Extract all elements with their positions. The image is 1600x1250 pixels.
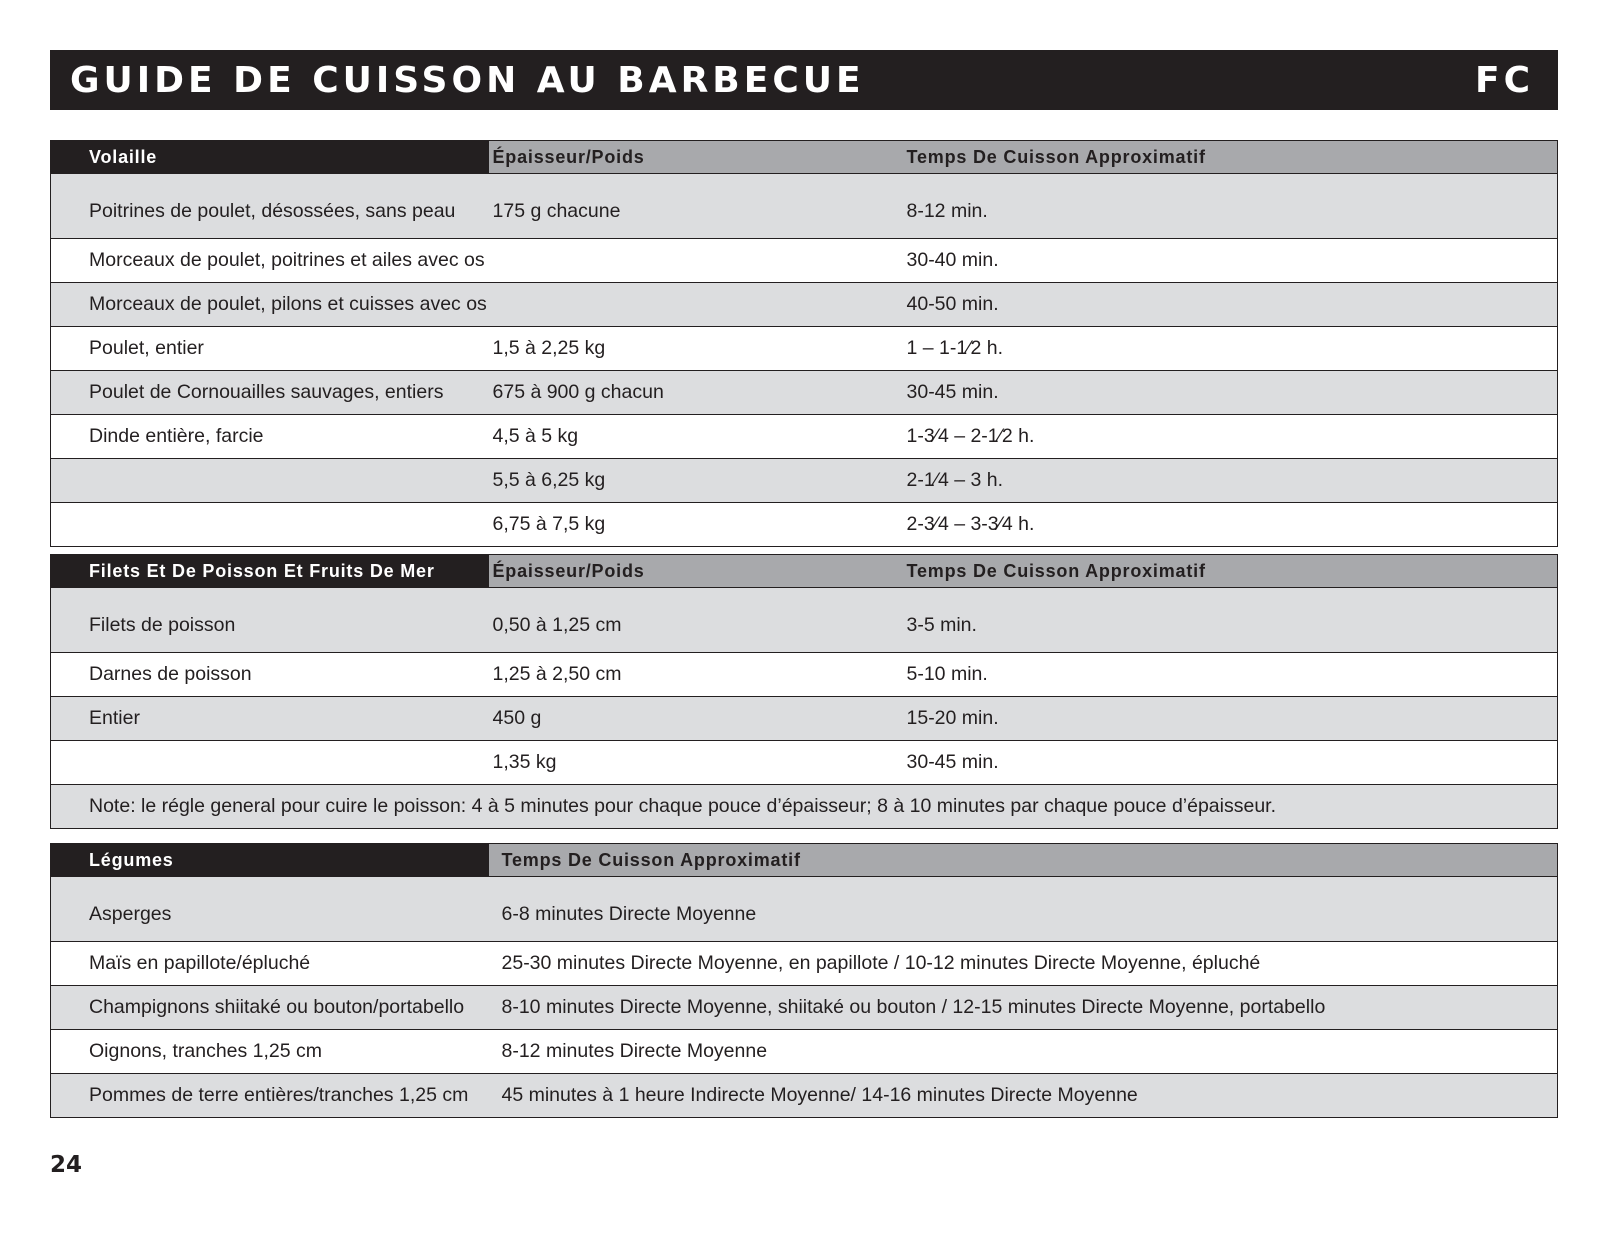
- column-header-thickness: Épaisseur/Poids: [489, 555, 904, 588]
- table-row: [51, 415, 1558, 459]
- food-cell: Morceaux de poulet, poitrines et ailes avec os: [51, 239, 489, 283]
- food-cell: [51, 741, 489, 785]
- vegetables-table: [50, 843, 1558, 1118]
- time-cell: 5-10 min.: [904, 653, 1558, 697]
- food-cell: Asperges: [51, 877, 489, 942]
- page-number: 24: [50, 1152, 83, 1178]
- table-row: [51, 986, 1558, 1030]
- food-cell: Filets de poisson: [51, 588, 489, 653]
- column-header-thickness: Épaisseur/Poids: [489, 141, 904, 174]
- thickness-cell: 1,5 à 2,25 kg: [489, 327, 904, 371]
- thickness-cell: 4,5 à 5 kg: [489, 415, 904, 459]
- column-header-time: Temps De Cuisson Approximatif: [904, 141, 1558, 174]
- thickness-cell: [489, 283, 904, 327]
- column-header-food: Volaille: [51, 141, 489, 174]
- table-row: [51, 1074, 1558, 1118]
- time-cell: 30-45 min.: [904, 371, 1558, 415]
- time-cell: 45 minutes à 1 heure Indirecte Moyenne/ 14-16 minutes Directe Moyenne: [489, 1074, 1558, 1118]
- table-row: [51, 653, 1558, 697]
- time-cell: 8-12 minutes Directe Moyenne: [489, 1030, 1558, 1074]
- thickness-cell: 1,35 kg: [489, 741, 904, 785]
- thickness-cell: [489, 239, 904, 283]
- food-cell: Pommes de terre entières/tranches 1,25 cm: [51, 1074, 489, 1118]
- thickness-cell: 675 à 900 g chacun: [489, 371, 904, 415]
- table-row: [51, 327, 1558, 371]
- time-cell: 15-20 min.: [904, 697, 1558, 741]
- thickness-cell: 0,50 à 1,25 cm: [489, 588, 904, 653]
- table-row: [51, 503, 1558, 547]
- time-cell: 25-30 minutes Directe Moyenne, en papillote / 10-12 minutes Directe Moyenne, épluché: [489, 942, 1558, 986]
- time-cell: 2-1⁄4 – 3 h.: [904, 459, 1558, 503]
- food-cell: Oignons, tranches 1,25 cm: [51, 1030, 489, 1074]
- table-row: [51, 942, 1558, 986]
- column-header-food: Filets Et De Poisson Et Fruits De Mer: [51, 555, 489, 588]
- table-header-row: [51, 555, 1558, 588]
- time-cell: 8-10 minutes Directe Moyenne, shiitaké ou bouton / 12-15 minutes Directe Moyenne, portabello: [489, 986, 1558, 1030]
- column-header-time: Temps De Cuisson Approximatif: [489, 844, 1558, 877]
- food-cell: [51, 459, 489, 503]
- table-row: [51, 1030, 1558, 1074]
- thickness-cell: 1,25 à 2,50 cm: [489, 653, 904, 697]
- thickness-cell: 6,75 à 7,5 kg: [489, 503, 904, 547]
- food-cell: Darnes de poisson: [51, 653, 489, 697]
- food-cell: Morceaux de poulet, pilons et cuisses avec os: [51, 283, 489, 327]
- time-cell: 6-8 minutes Directe Moyenne: [489, 877, 1558, 942]
- time-cell: 1 – 1-1⁄2 h.: [904, 327, 1558, 371]
- table-header-row: [51, 141, 1558, 174]
- fish-table: [50, 554, 1558, 829]
- food-cell: Dinde entière, farcie: [51, 415, 489, 459]
- table-row: [51, 174, 1558, 239]
- table-row: [51, 371, 1558, 415]
- poultry-table: [50, 140, 1558, 547]
- fish-note: Note: le régle general pour cuire le poisson: 4 à 5 minutes pour chaque pouce d’épaisseur; 8 à 10 minutes par chaque pouce d’épaisseur.: [51, 785, 1558, 829]
- table-row: [51, 588, 1558, 653]
- table-row: [51, 741, 1558, 785]
- page-title: GUIDE DE CUISSON AU BARBECUE: [70, 59, 865, 101]
- thickness-cell: 5,5 à 6,25 kg: [489, 459, 904, 503]
- table-row: [51, 697, 1558, 741]
- note-row: [51, 785, 1558, 829]
- thickness-cell: 175 g chacune: [489, 174, 904, 239]
- table-row: [51, 283, 1558, 327]
- table-row: [51, 239, 1558, 283]
- food-cell: Entier: [51, 697, 489, 741]
- table-row: [51, 459, 1558, 503]
- table-row: [51, 877, 1558, 942]
- language-code: FC: [1474, 59, 1534, 101]
- column-header-time: Temps De Cuisson Approximatif: [904, 555, 1558, 588]
- food-cell: Champignons shiitaké ou bouton/portabello: [51, 986, 489, 1030]
- food-cell: Poulet de Cornouailles sauvages, entiers: [51, 371, 489, 415]
- time-cell: 30-45 min.: [904, 741, 1558, 785]
- table-header-row: [51, 844, 1558, 877]
- time-cell: 3-5 min.: [904, 588, 1558, 653]
- time-cell: 30-40 min.: [904, 239, 1558, 283]
- food-cell: Maïs en papillote/épluché: [51, 942, 489, 986]
- time-cell: 2-3⁄4 – 3-3⁄4 h.: [904, 503, 1558, 547]
- time-cell: 40-50 min.: [904, 283, 1558, 327]
- column-header-food: Légumes: [51, 844, 489, 877]
- food-cell: Poitrines de poulet, désossées, sans peau: [51, 174, 489, 239]
- thickness-cell: 450 g: [489, 697, 904, 741]
- time-cell: 1-3⁄4 – 2-1⁄2 h.: [904, 415, 1558, 459]
- food-cell: [51, 503, 489, 547]
- time-cell: 8-12 min.: [904, 174, 1558, 239]
- food-cell: Poulet, entier: [51, 327, 489, 371]
- title-bar: [50, 50, 1558, 110]
